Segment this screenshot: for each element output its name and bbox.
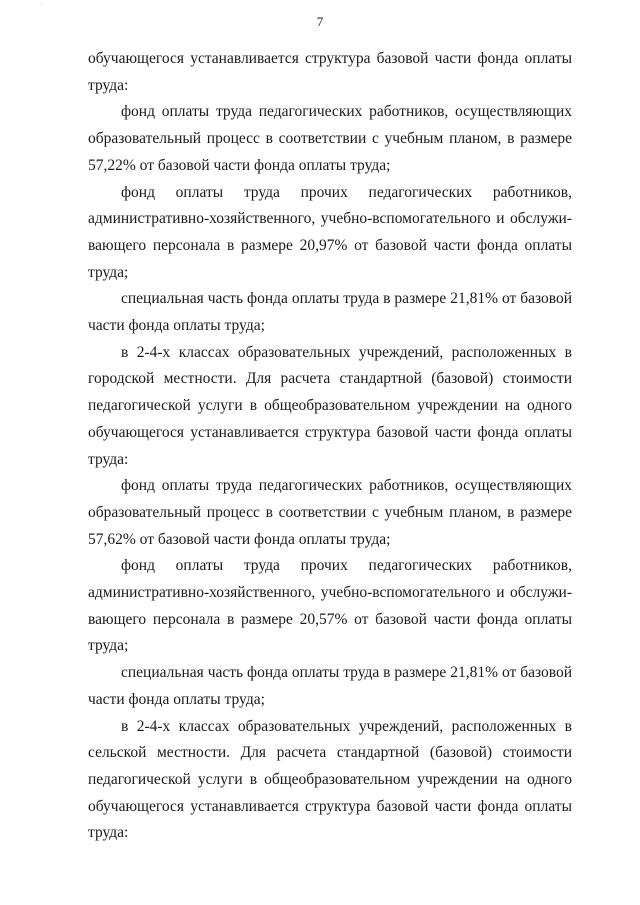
paragraph [88,714,572,848]
text-line: в 2-4-х классах образовательных учреждений, расположенных в [121,717,572,735]
paragraph [88,553,572,660]
text-line: труда: [88,450,129,468]
text-line: обучающегося устанавливается структура базовой части фонда оплаты [88,797,572,815]
text-line: труда; [88,263,129,281]
text-line: обучающегося устанавливается структура базовой части фонда оплаты [88,50,572,67]
text-line: вающего персонала в размере 20,97% от базовой части фонда оплаты [88,236,572,254]
page-number: 7 [316,14,324,29]
text-line: образовательный процесс в соответствии с учебным планом, в размере [88,503,572,521]
paragraph [88,46,572,99]
text-line: сельской местности. Для расчета стандартной (базовой) стоимости [88,744,572,762]
text-line: административно-хозяйственного, учебно-вспомогательного и обслужи- [88,210,572,228]
text-line: фонд оплаты труда педагогических работников, осуществляющих [121,103,572,121]
text-line: административно-хозяйственного, учебно-вспомогательного и обслужи- [88,584,572,602]
paragraph [88,180,572,287]
text-line: обучающегося устанавливается структура базовой части фонда оплаты [88,423,572,441]
text-line: фонд оплаты труда прочих педагогических работников, [121,183,572,201]
text-line: фонд оплаты труда педагогических работников, осуществляющих [121,477,572,495]
text-line: части фонда оплаты труда; [88,690,265,708]
text-line: 57,62% от базовой части фонда оплаты труда; [88,530,391,548]
text-line: вающего персонала в размере 20,57% от базовой части фонда оплаты [88,610,572,628]
text-line: педагогической услуги в общеобразовательном учреждении на одного [88,770,572,788]
text-line: труда; [88,637,129,655]
paragraph [88,473,572,553]
document-body [88,46,572,847]
text-line: специальная часть фонда оплаты труда в размере 21,81% от базовой [121,664,572,682]
paragraph [88,286,572,339]
text-line: 57,22% от базовой части фонда оплаты труда; [88,156,391,174]
text-line: в 2-4-х классах образовательных учреждений, расположенных в [121,343,572,361]
paragraph [88,660,572,713]
text-line: образовательный процесс в соответствии с учебным планом, в размере [88,130,572,148]
paragraph [88,340,572,474]
scan-corner-mark: · [40,0,43,9]
text-line: части фонда оплаты труда; [88,317,265,335]
text-line: труда: [88,76,129,94]
text-line: фонд оплаты труда прочих педагогических работников, [121,557,572,575]
text-line: специальная часть фонда оплаты труда в размере 21,81% от базовой [121,290,572,308]
text-line: труда: [88,824,129,842]
text-line: педагогической услуги в общеобразовательном учреждении на одного [88,397,572,415]
text-line: городской местности. Для расчета стандартной (базовой) стоимости [88,370,572,388]
paragraph [88,99,572,179]
